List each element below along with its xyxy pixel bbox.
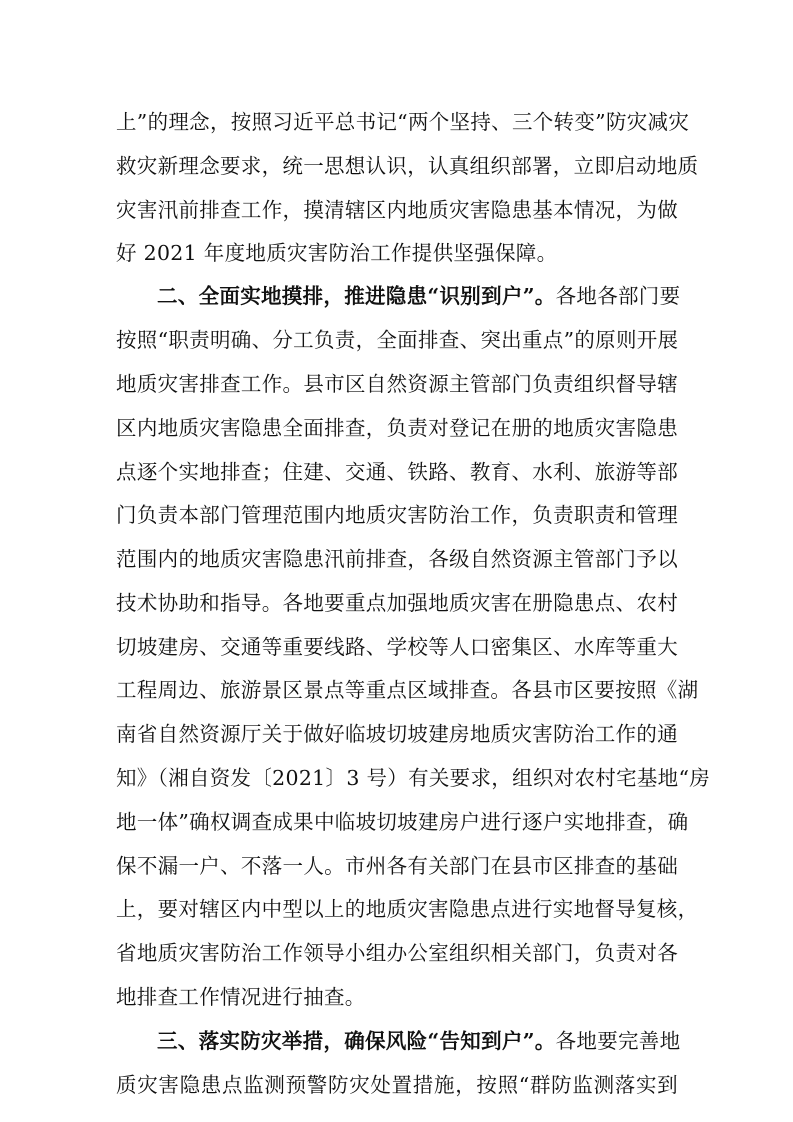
text-line: 救灾新理念要求，统一思想认识，认真组织部署，立即启动地质 [116,154,699,178]
section-heading: 二、全面实地摸排，推进隐患“识别到户”。 [157,284,556,308]
text-line: 门负责本部门管理范围内地质灾害防治工作，负责职责和管理 [116,503,678,527]
text-line: 质灾害隐患点监测预警防灾处置措施，按照“群防监测落实到 [116,1073,678,1097]
text-line: 南省自然资源厅关于做好临坡切坡建房地质灾害防治工作的通 [116,722,678,746]
section-heading: 三、落实防灾举措，确保风险“告知到户”。 [157,1029,556,1053]
section-heading-line: 三、落实防灾举措，确保风险“告知到户”。各地要完善地 [157,1029,681,1053]
text-line: 省地质灾害防治工作领导小组办公室组织相关部门，负责对各 [116,941,678,965]
text-line: 范围内的地质灾害隐患汛前排查，各级自然资源主管部门予以 [116,547,678,571]
text-line: 好 2021 年度地质灾害防治工作提供坚强保障。 [116,241,558,265]
text-line: 技术协助和指导。各地要重点加强地质灾害在册隐患点、农村 [116,591,678,615]
text-line: 上，要对辖区内中型以上的地质灾害隐患点进行实地督导复核， [116,897,699,921]
text-line: 上”的理念，按照习近平总书记“两个坚持、三个转变”防灾减灾 [116,110,690,134]
text-line: 区内地质灾害隐患全面排查，负责对登记在册的地质灾害隐患 [116,416,678,440]
text-line: 切坡建房、交通等重要线路、学校等人口密集区、水库等重大 [116,635,678,659]
section-heading-line: 二、全面实地摸排，推进隐患“识别到户”。各地各部门要 [157,284,681,308]
text-line: 点逐个实地排查；住建、交通、铁路、教育、水利、旅游等部 [116,460,678,484]
text-line: 工程周边、旅游景区景点等重点区域排查。各县市区要按照《湖 [116,678,699,702]
text-line: 灾害汛前排查工作，摸清辖区内地质灾害隐患基本情况，为做 [116,198,678,222]
text-line: 按照“职责明确、分工负责，全面排查、突出重点”的原则开展 [116,328,679,352]
text-line: 保不漏一户、不落一人。市州各有关部门在县市区排查的基础 [116,854,678,878]
text-line: 地排查工作情况进行抽查。 [116,985,366,1009]
text-line: 地质灾害排查工作。县市区自然资源主管部门负责组织督导辖 [116,372,678,396]
text-line: 地一体”确权调查成果中临坡切坡建房户进行逐户实地排查，确 [116,810,689,834]
text-line: 知》（湘自资发〔2021〕3 号）有关要求，组织对农村宅基地“房 [116,766,711,790]
